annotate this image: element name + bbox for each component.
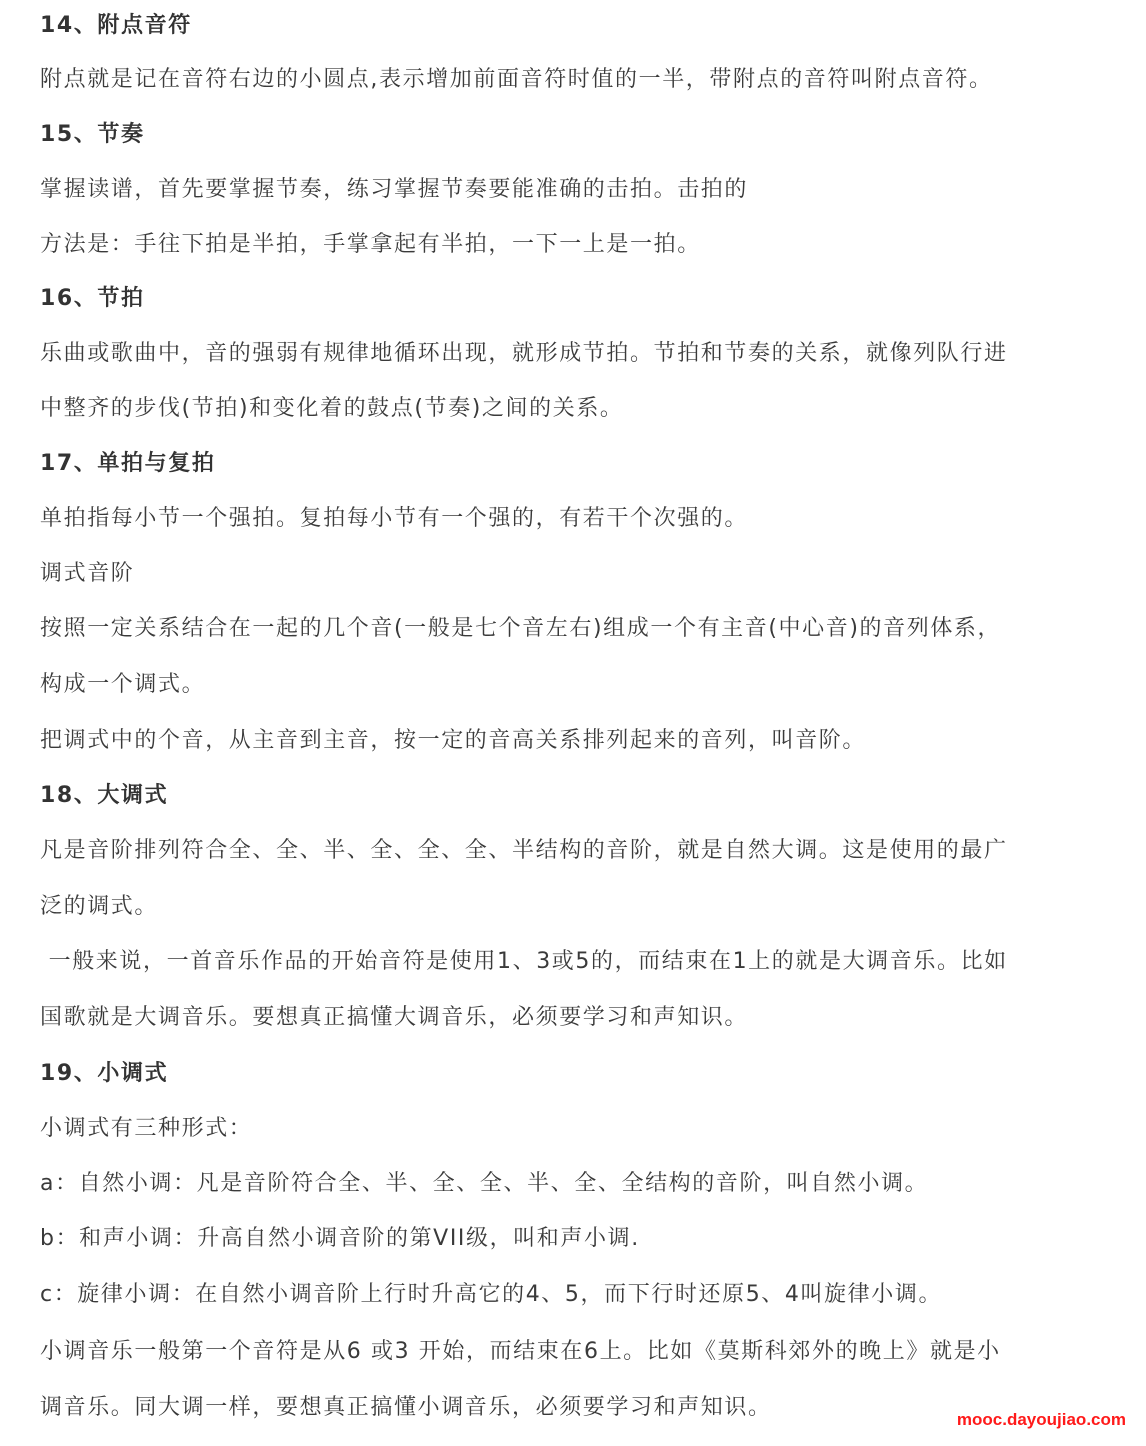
- paragraph-line: 泛的调式。: [40, 894, 159, 919]
- paragraph-line: 小调音乐一般第一个音符是从6 或3 开始，而结束在6上。比如《莫斯科郊外的晚上》就是小: [40, 1339, 1001, 1364]
- paragraph-line: a：自然小调：凡是音阶符合全、半、全、全、半、全、全结构的音阶，叫自然小调。: [40, 1171, 929, 1196]
- heading-14: 14、附点音符: [40, 13, 192, 38]
- heading-15: 15、节奏: [40, 122, 145, 147]
- heading-16: 16、节拍: [40, 286, 145, 311]
- watermark: mooc.dayoujiao.com: [956, 1410, 1126, 1429]
- heading-18: 18、大调式: [40, 783, 169, 808]
- paragraph-line: 国歌就是大调音乐。要想真正搞懂大调音乐，必须要学习和声知识。: [40, 1005, 749, 1030]
- heading-19: 19、小调式: [40, 1061, 169, 1086]
- paragraph-line: c：旋律小调：在自然小调音阶上行时升高它的4、5，而下行时还原5、4叫旋律小调。: [40, 1282, 943, 1307]
- paragraph-line: 附点就是记在音符右边的小圆点,表示增加前面音符时值的一半，带附点的音符叫附点音符。: [40, 67, 993, 92]
- paragraph-line: 单拍指每小节一个强拍。复拍每小节有一个强的，有若干个次强的。: [40, 506, 749, 531]
- paragraph-line: 中整齐的步伐(节拍)和变化着的鼓点(节奏)之间的关系。: [40, 396, 624, 421]
- paragraph-line: 方法是：手往下拍是半拍，手掌拿起有半拍，一下一上是一拍。: [40, 232, 701, 257]
- paragraph-line: 一般来说，一首音乐作品的开始音符是使用1、3或5的，而结束在1上的就是大调音乐。比如: [40, 949, 1008, 974]
- paragraph-line: 凡是音阶排列符合全、全、半、全、全、全、半结构的音阶，就是自然大调。这是使用的最广: [40, 838, 1008, 863]
- paragraph-line: 把调式中的个音，从主音到主音，按一定的音高关系排列起来的音列，叫音阶。: [40, 728, 867, 753]
- paragraph-line: 掌握读谱，首先要掌握节奏，练习掌握节奏要能准确的击拍。击拍的: [40, 177, 749, 202]
- paragraph-line: 构成一个调式。: [40, 672, 206, 697]
- paragraph-line: 调音乐。同大调一样，要想真正搞懂小调音乐，必须要学习和声知识。: [40, 1395, 772, 1420]
- paragraph-line: b：和声小调：升高自然小调音阶的第VII级，叫和声小调.: [40, 1226, 640, 1251]
- paragraph-line: 小调式有三种形式：: [40, 1116, 253, 1141]
- paragraph-line: 按照一定关系结合在一起的几个音(一般是七个音左右)组成一个有主音(中心音)的音列体系，: [40, 616, 1002, 641]
- paragraph-line: 乐曲或歌曲中，音的强弱有规律地循环出现，就形成节拍。节拍和节奏的关系，就像列队行进: [40, 341, 1008, 366]
- subheading-mode-scale: 调式音阶: [40, 561, 135, 586]
- heading-17: 17、单拍与复拍: [40, 451, 216, 476]
